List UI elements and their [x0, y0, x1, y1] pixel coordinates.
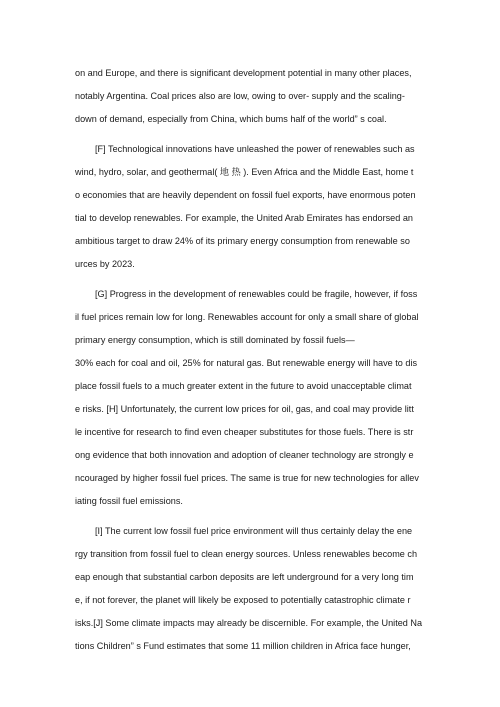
text-line: wind, hydro, solar, and geothermal( 地 热 ). Even Africa and the Middle East, home t [75, 167, 414, 177]
text-line: o economies that are heavily dependent on fossil fuel exports, have enormous poten [75, 190, 416, 200]
text-line: rgy transition from fossil fuel to clean energy sources. Unless renewables become ch [75, 549, 418, 559]
text-line: e risks. [H] Unfortunately, the current low prices for oil, gas, and coal may provide litt [75, 404, 414, 414]
text-line: place fossil fuels to a much greater extent in the future to avoid unacceptable climat [75, 381, 412, 391]
text-line: le incentive for research to find even cheaper substitutes for those fuels. There is str [75, 427, 414, 437]
text-line: il fuel prices remain low for long. Renewables account for only a small share of global [75, 312, 419, 322]
text-line: tions Children” s Fund estimates that some 11 million children in Africa face hunger, [75, 641, 411, 651]
text-line: isks.[J] Some climate impacts may already be discernible. For example, the United Na [75, 618, 423, 628]
text-line: 30% each for coal and oil, 25% for natural gas. But renewable energy will have to dis [75, 358, 418, 368]
text-line: e, if not forever, the planet will likely be exposed to potentially catastrophic climate r [75, 595, 411, 605]
text-line: ambitious target to draw 24% of its primary energy consumption from renewable so [75, 236, 410, 246]
text-line: tial to develop renewables. For example, the United Arab Emirates has endorsed an [75, 213, 413, 223]
text-line: iating fossil fuel emissions. [75, 496, 183, 506]
text-line: eap enough that substantial carbon deposits are left underground for a very long tim [75, 572, 414, 582]
text-line: primary energy consumption, which is still dominated by fossil fuels— [75, 335, 355, 345]
text-line: urces by 2023. [75, 259, 135, 269]
text-line: ong evidence that both innovation and adoption of cleaner technology are strongly e [75, 450, 414, 460]
text-line: down of demand, especially from China, which bums half of the world” s coal. [75, 114, 387, 124]
paragraph-i-first-line: [I] The current low fossil fuel price environment will thus certainly delay the ene [95, 526, 413, 536]
paragraph-g-first-line: [G] Progress in the development of renewables could be fragile, however, if foss [95, 289, 418, 299]
text-line: notably Argentina. Coal prices also are low, owing to over- supply and the scaling- [75, 91, 405, 101]
text-line: ncouraged by higher fossil fuel prices. The same is true for new technologies for allev [75, 473, 419, 483]
text-line: on and Europe, and there is significant development potential in many other places, [75, 68, 412, 78]
paragraph-f-first-line: [F] Technological innovations have unleashed the power of renewables such as [95, 144, 415, 154]
